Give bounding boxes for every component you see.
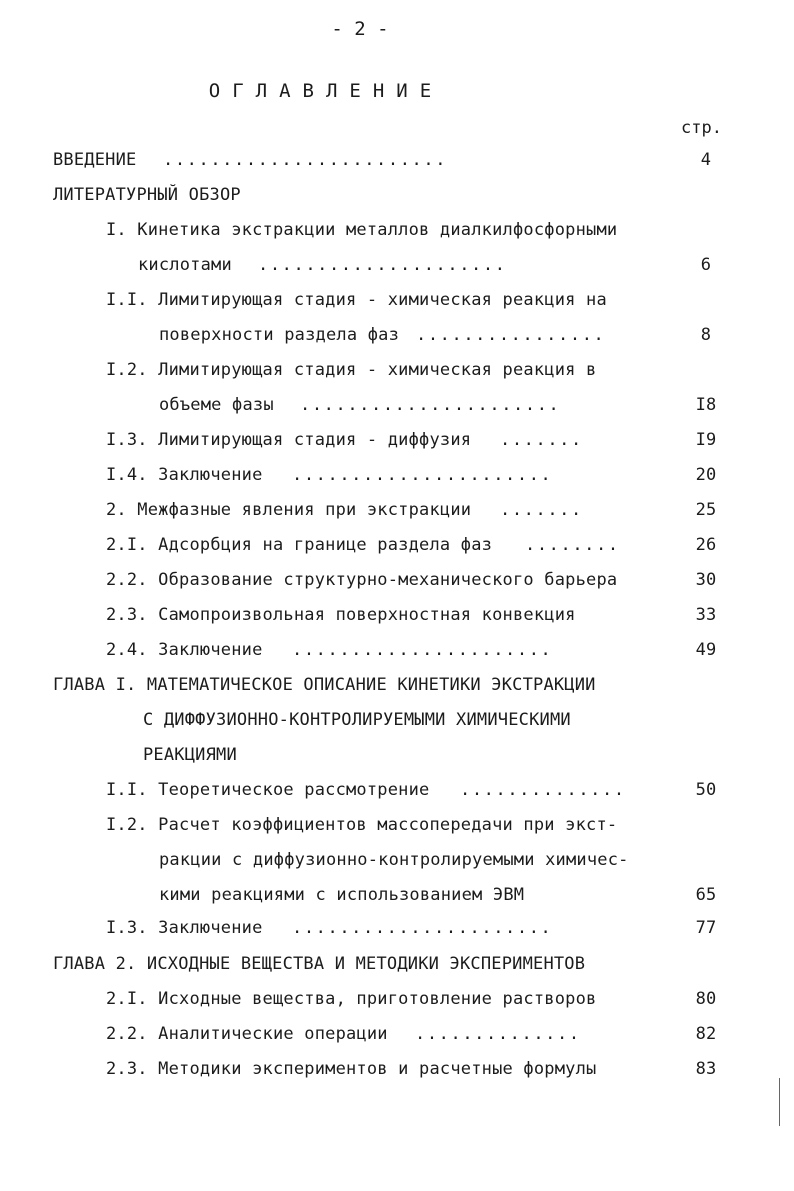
toc-page-number: I8	[695, 395, 717, 415]
toc-entry-text: 2.2. Аналитические операции	[106, 1024, 388, 1044]
toc-entry	[0, 220, 794, 244]
toc-entry-text: РЕАКЦИЯМИ	[143, 745, 237, 765]
toc-page-number: 6	[700, 255, 712, 275]
toc-entry	[0, 605, 794, 629]
toc-entry-text: 2.3. Самопроизвольная поверхностная конвекция	[106, 605, 576, 625]
toc-page-number: 4	[700, 150, 712, 170]
toc-dot-leader: ......................	[292, 640, 553, 660]
toc-page-number: 83	[695, 1059, 717, 1079]
toc-page-number: 49	[695, 640, 717, 660]
toc-page-number: 33	[695, 605, 717, 625]
toc-entry	[0, 850, 794, 874]
toc-dot-leader: ..............	[460, 780, 626, 800]
toc-entry	[0, 745, 794, 769]
toc-entry	[0, 1059, 794, 1083]
toc-entry	[0, 290, 794, 314]
toc-dot-leader: ..............	[415, 1024, 581, 1044]
toc-page-number: 26	[695, 535, 717, 555]
toc-entry	[0, 918, 794, 942]
toc-page-number: 77	[695, 918, 717, 938]
toc-entry	[0, 710, 794, 734]
toc-page-number: 82	[695, 1024, 717, 1044]
toc-dot-leader: ......................	[300, 395, 561, 415]
toc-entry-text: I.4. Заключение	[106, 465, 263, 485]
toc-dot-leader: ......................	[292, 918, 553, 938]
toc-dot-leader: ........	[525, 535, 620, 555]
toc-entry	[0, 640, 794, 664]
toc-entry-text: I.I. Лимитирующая стадия - химическая реакция на	[106, 290, 607, 310]
toc-entry-text: ВВЕДЕНИЕ	[53, 150, 137, 170]
toc-entry	[0, 989, 794, 1013]
toc-entry-text: I.2. Лимитирующая стадия - химическая реакция в	[106, 360, 597, 380]
toc-entry	[0, 395, 794, 419]
toc-entry-text: кислотами	[138, 255, 232, 275]
toc-entry	[0, 535, 794, 559]
page-number: - 2 -	[331, 18, 389, 40]
toc-page-number: 30	[695, 570, 717, 590]
margin-rule	[779, 1078, 780, 1126]
toc-dot-leader: .......	[500, 500, 583, 520]
toc-entry	[0, 780, 794, 804]
toc-entry-text: I.3. Заключение	[106, 918, 263, 938]
toc-entry-text: ГЛАВА 2. ИСХОДНЫЕ ВЕЩЕСТВА И МЕТОДИКИ ЭКСПЕРИМЕНТОВ	[53, 954, 586, 974]
toc-entry	[0, 815, 794, 839]
toc-entry-text: поверхности раздела фаз	[159, 325, 400, 345]
toc-entry	[0, 150, 794, 174]
toc-page-number: 8	[700, 325, 712, 345]
toc-entry-text: объеме фазы	[159, 395, 274, 415]
toc-entry	[0, 500, 794, 524]
toc-dot-leader: ........................	[163, 150, 448, 170]
toc-page-number: 80	[695, 989, 717, 1009]
toc-entry-text: ЛИТЕРАТУРНЫЙ ОБЗОР	[53, 185, 241, 205]
toc-entry-text: I.I. Теоретическое рассмотрение	[106, 780, 430, 800]
toc-dot-leader: ......................	[292, 465, 553, 485]
toc-entry	[0, 325, 794, 349]
toc-entry-text: I. Кинетика экстракции металлов диалкилфосфорными	[106, 220, 618, 240]
toc-title: ОГЛАВЛЕНИЕ	[208, 80, 444, 102]
toc-entry-text: ракции с диффузионно-контролируемыми химичес-	[159, 850, 629, 870]
toc-entry	[0, 430, 794, 454]
toc-entry-text: 2.3. Методики экспериментов и расчетные формулы	[106, 1059, 597, 1079]
toc-entry	[0, 570, 794, 594]
toc-entry-text: 2.I. Адсорбция на границе раздела фаз	[106, 535, 493, 555]
toc-entry	[0, 185, 794, 209]
toc-entry-text: 2. Межфазные явления при экстракции	[106, 500, 472, 520]
toc-entry-text: I.2. Расчет коэффициентов массопередачи при экст-	[106, 815, 618, 835]
toc-dot-leader: ................	[416, 325, 606, 345]
toc-entry	[0, 954, 794, 978]
toc-entry	[0, 885, 794, 909]
toc-entry-text: 2.4. Заключение	[106, 640, 263, 660]
toc-entry	[0, 255, 794, 279]
toc-page-number: 50	[695, 780, 717, 800]
toc-page-number: I9	[695, 430, 717, 450]
page-column-header: стр.	[681, 118, 722, 138]
toc-entry-text: кими реакциями с использованием ЭВМ	[159, 885, 525, 905]
toc-page-number: 20	[695, 465, 717, 485]
toc-entry-text: С ДИФФУЗИОННО-КОНТРОЛИРУЕМЫМИ ХИМИЧЕСКИМИ	[143, 710, 571, 730]
toc-page-number: 25	[695, 500, 717, 520]
toc-entry	[0, 1024, 794, 1048]
toc-entry	[0, 465, 794, 489]
toc-page-number: 65	[695, 885, 717, 905]
toc-dot-leader: .......	[500, 430, 583, 450]
toc-entry-text: I.3. Лимитирующая стадия - диффузия	[106, 430, 472, 450]
toc-dot-leader: .....................	[258, 255, 507, 275]
toc-entry-text: ГЛАВА I. МАТЕМАТИЧЕСКОЕ ОПИСАНИЕ КИНЕТИКИ ЭКСТРАКЦИИ	[53, 675, 596, 695]
toc-entry	[0, 675, 794, 699]
toc-entry-text: 2.2. Образование структурно-механического барьера	[106, 570, 618, 590]
toc-entry	[0, 360, 794, 384]
toc-entry-text: 2.I. Исходные вещества, приготовление растворов	[106, 989, 597, 1009]
